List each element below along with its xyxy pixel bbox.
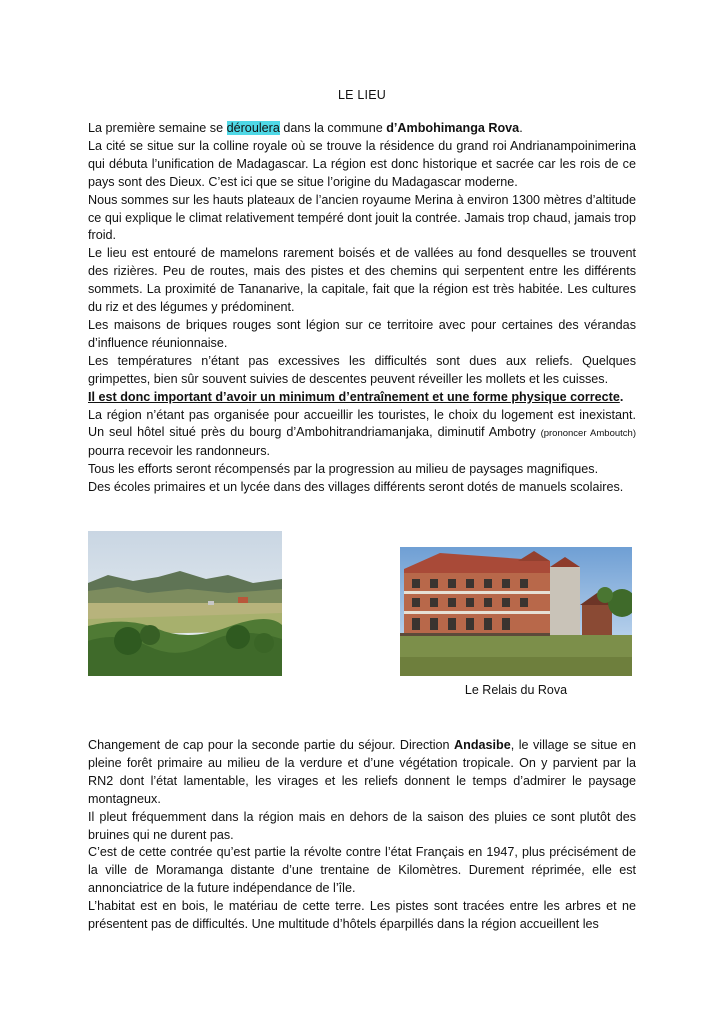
text-run: . [619, 389, 624, 404]
place-name: d’Ambohimanga Rova [386, 121, 520, 135]
paragraph [88, 120, 636, 138]
text-run: Changement de cap pour la seconde partie du séjour. Direction [88, 738, 455, 752]
hotel-photo [400, 547, 632, 676]
text-run: La région n’étant pas organisée pour accueillir les touristes, le choix du logement est inexistant. Un seul hôtel situé près du bourg d’Ambohitrandriamanjaka, diminutif Ambotry [88, 407, 636, 440]
paragraph: Les maisons de briques rouges sont légion sur ce territoire avec pour certaines des vérandas d’influence réunionnaise. [88, 317, 636, 350]
paragraph: L’habitat est en bois, le matériau de cette terre. Les pistes sont tracées entre les arbres et ne présentent pas de difficultés. Une multitude d’hôtels éparpillés dans la région accueillent les [88, 899, 636, 932]
paragraph: La cité se situe sur la colline royale où se trouve la résidence du grand roi Andrianampoinimerina qui débuta l’unification de Madagascar. La région est donc historique et sacrée car les rois de ce pays sont des Dieux. C’est ici que se situe l’origine du Madagascar moderne. [88, 138, 636, 189]
paragraph: Le lieu est entouré de mamelons rarement boisés et de vallées au fond desquelles se trouvent des rizières. Peu de routes, mais des pistes et des chemins qui serpentent entre les différents sommets. La proximité de Tananarive, la capitale, fait que la région est très habitée. Les cultures du riz et des légumes y prédominent. [88, 246, 636, 315]
photo-caption: Le Relais du Rova [464, 683, 568, 697]
paragraph: Les températures n’étant pas excessives les difficultés sont dues aux reliefs. Quelques grimpettes, bien sûr souvent suivies de descentes peuvent réveiller les mollets et les cuisses. [88, 353, 636, 386]
section-two-text [88, 737, 636, 934]
paragraph [88, 389, 636, 407]
paragraph [88, 737, 636, 809]
text-run: pourra recevoir les randonneurs. [88, 444, 271, 459]
paragraph: C’est de cette contrée qu’est partie la révolte contre l’état Français en 1947, plus précisément de la ville de Moramanga distante d’une trentaine de Kilomètres. Durement réprimée, elle est annonciatrice de la future indépendance de l’île. [88, 845, 636, 896]
text-run: . [519, 121, 523, 135]
section-one-text [88, 120, 636, 497]
landscape-photo [88, 531, 282, 676]
place-name: Andasibe [454, 738, 511, 752]
paragraph: Nous sommes sur les hauts plateaux de l’ancien royaume Merina à environ 1300 mètres d’altitude ce qui explique le climat relativement tempéré dont jouit la contrée. Jamais trop chaud, jamais trop froid. [88, 192, 636, 243]
text-run: , le village se situe en pleine forêt primaire au milieu de la verdure et d’une végétation tropicale. On y parvient par la RN2 dont l’état lamentable, les virages et les reliefs donnent le temps d’admirer le paysage montagneux. [88, 738, 636, 806]
paragraph: Il pleut fréquemment dans la région mais en dehors de la saison des pluies ce sont plutôt des bruines qui ne durent pas. [88, 809, 636, 842]
pronunciation-note: (prononcer Amboutch) [540, 428, 636, 440]
text-run: La première semaine se [88, 121, 227, 135]
paragraph: Tous les efforts seront récompensés par la progression au milieu de paysages magnifiques. [88, 462, 599, 477]
page-title: LE LIEU [338, 88, 386, 102]
highlighted-word: déroulera [226, 121, 280, 135]
paragraph [88, 407, 636, 462]
paragraph: Des écoles primaires et un lycée dans des villages différents seront dotés de manuels scolaires. [88, 480, 624, 495]
important-note: Il est donc important d’avoir un minimum d’entraînement et une forme physique correcte [88, 389, 620, 404]
text-run: dans la commune [279, 121, 387, 135]
